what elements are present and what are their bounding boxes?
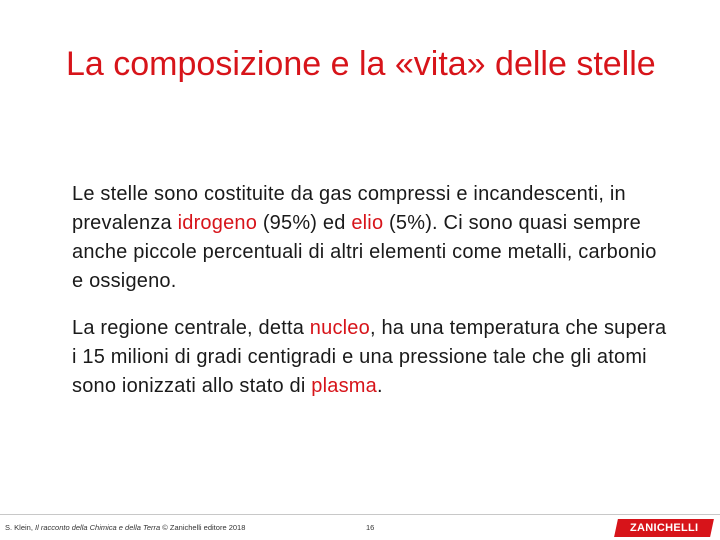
slide-body: [72, 180, 672, 419]
text-segment: (95%) ed: [257, 212, 352, 234]
footer-credit: [5, 523, 245, 532]
credit-author: S. Klein,: [5, 523, 36, 532]
paragraph-composition: [72, 180, 672, 296]
text-segment: Le stelle sono costituite da gas compressi e incandescenti, in prevalenza: [72, 183, 626, 234]
logo-text: ZANICHELLI: [629, 522, 699, 534]
highlight-idrogeno: idrogeno: [177, 212, 258, 234]
highlight-nucleo: nucleo: [309, 317, 370, 339]
footer-divider: [0, 514, 720, 515]
credit-publisher: © Zanichelli editore 2018: [160, 523, 246, 532]
text-segment: La regione centrale, detta: [72, 317, 310, 339]
text-segment: .: [376, 375, 383, 397]
page-number: 16: [366, 523, 375, 532]
slide-title: La composizione e la «vita» delle stelle: [66, 45, 656, 83]
highlight-plasma: plasma: [311, 375, 377, 397]
slide-footer: [0, 500, 720, 540]
text-segment: , ha una temperatura che supera i 15 milioni di gradi centigradi e una pressione tale che gli atomi sono ionizzati allo stato di: [72, 317, 667, 397]
highlight-elio: elio: [351, 212, 384, 234]
zanichelli-logo: [614, 519, 714, 537]
text-segment: (5%). Ci sono quasi sempre anche piccole percentuali di altri elementi come metalli, carbonio e ossigeno.: [72, 212, 657, 292]
paragraph-nucleus: [72, 314, 672, 401]
credit-book-title: Il racconto della Chimica e della Terra: [35, 523, 161, 532]
